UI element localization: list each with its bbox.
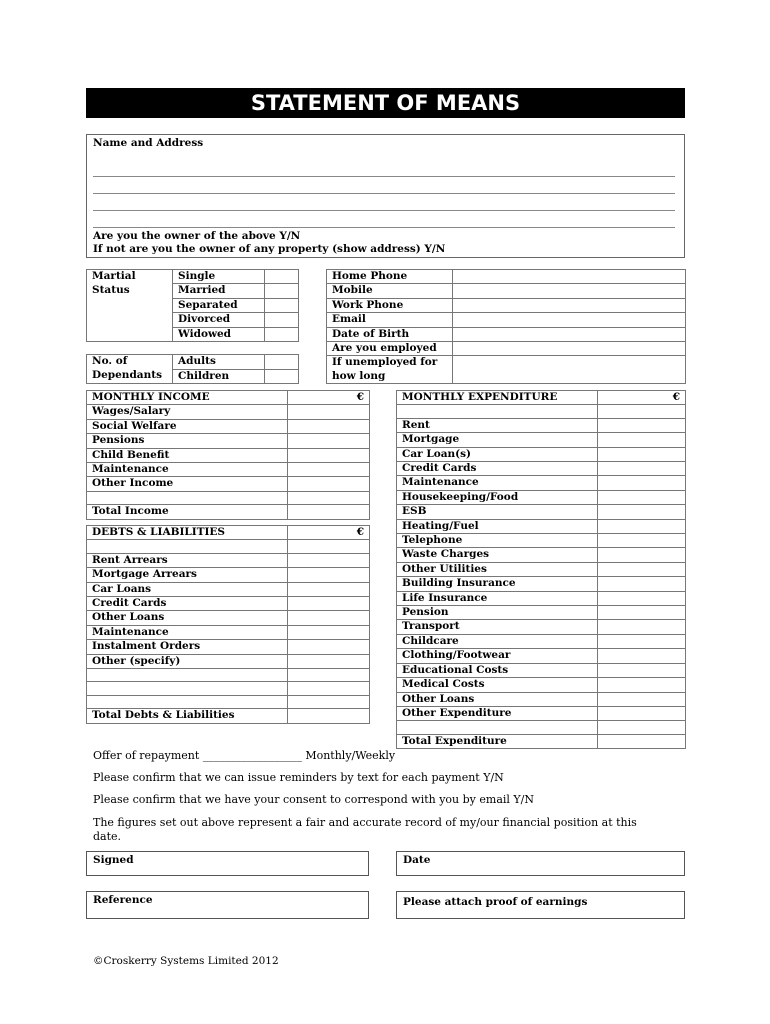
marital-label-2: Status [87,284,173,298]
expense-amount[interactable] [598,620,686,634]
marital-label: Martial [87,270,173,284]
contact-table [326,269,686,384]
expense-label: Heating/Fuel [397,519,598,533]
income-label: Wages/Salary [87,405,288,419]
property-question: If not are you the owner of any property (show address) Y/N [93,243,446,255]
expense-label: Housekeeping/Food [397,490,598,504]
contact-label: Home Phone [327,270,453,284]
contact-label: Are you employed [327,342,453,356]
expense-amount[interactable] [598,418,686,432]
income-label: Social Welfare [87,419,288,433]
contact-label: Date of Birth [327,327,453,341]
debt-amount[interactable] [288,625,370,639]
expense-label: Maintenance [397,476,598,490]
expense-label: Childcare [397,634,598,648]
expense-label: Clothing/Footwear [397,649,598,663]
expense-label: Educational Costs [397,663,598,677]
name-address-label: Name and Address [93,137,204,149]
expense-amount[interactable] [598,490,686,504]
marital-check[interactable] [265,327,299,341]
contact-value[interactable] [453,342,686,356]
debt-amount[interactable] [288,611,370,625]
proof-box [396,891,685,919]
date-label: Date [403,854,431,866]
reference-label: Reference [93,894,153,906]
income-table [86,390,370,520]
contact-value[interactable] [453,370,686,384]
expense-amount[interactable] [598,606,686,620]
expense-label: Other Utilities [397,562,598,576]
expense-label: Transport [397,620,598,634]
contact-value[interactable] [453,313,686,327]
page-title: STATEMENT OF MEANS [86,88,685,118]
contact-label: If unemployed for [327,356,453,370]
income-amount[interactable] [288,477,370,491]
marital-option: Separated [173,298,265,312]
confirm-text-line: Please confirm that we can issue reminders by text for each payment Y/N [93,771,504,784]
debt-amount[interactable] [288,654,370,668]
expense-label: Life Insurance [397,591,598,605]
dependant-type: Children [173,369,265,383]
expense-label: Medical Costs [397,678,598,692]
marital-check[interactable] [265,284,299,298]
expense-label: ESB [397,505,598,519]
expense-label: Telephone [397,534,598,548]
date-field[interactable] [396,851,685,876]
figures-line-1: The figures set out above represent a fair and accurate record of my/our financial position at this [93,816,637,829]
debt-label: Other Loans [87,611,288,625]
expense-amount[interactable] [598,447,686,461]
expense-amount[interactable] [598,476,686,490]
dependant-count[interactable] [265,369,299,383]
contact-value[interactable] [453,284,686,298]
income-label: Child Benefit [87,448,288,462]
debt-amount[interactable] [288,682,370,695]
contact-value[interactable] [453,356,686,370]
reference-field[interactable] [86,891,369,919]
address-line-4[interactable] [93,227,675,228]
expenditure-header: MONTHLY EXPENDITURE [397,391,598,405]
debt-label [87,682,288,695]
expense-label: Mortgage [397,433,598,447]
contact-label: how long [327,370,453,384]
expense-amount[interactable] [598,721,686,734]
income-label: Pensions [87,434,288,448]
income-amount[interactable] [288,405,370,419]
expense-amount[interactable] [598,534,686,548]
dependant-type: Adults [173,355,265,369]
expense-label [397,405,598,418]
contact-value[interactable] [453,298,686,312]
debt-label: Rent Arrears [87,553,288,567]
expense-amount[interactable] [598,519,686,533]
debt-amount[interactable] [288,582,370,596]
income-label: Other Income [87,477,288,491]
debt-label: Maintenance [87,625,288,639]
expenditure-table [396,390,686,749]
marital-option: Single [173,270,265,284]
contact-value[interactable] [453,270,686,284]
income-label [87,491,288,504]
contact-label: Work Phone [327,298,453,312]
address-line-3[interactable] [93,210,675,211]
debt-amount[interactable] [288,553,370,567]
expense-label: Building Insurance [397,577,598,591]
dependants-label-2: Dependants [87,369,173,383]
expense-amount[interactable] [598,692,686,706]
expense-label [397,721,598,734]
offer-prefix: Offer of repayment [93,749,200,762]
debt-label: Instalment Orders [87,640,288,654]
debts-table [86,525,370,724]
expense-label: Other Loans [397,692,598,706]
debt-amount[interactable] [288,640,370,654]
expense-label: Car Loan(s) [397,447,598,461]
contact-label: Email [327,313,453,327]
debts-header: DEBTS & LIABILITIES [87,526,288,540]
debt-label: Mortgage Arrears [87,568,288,582]
debt-amount[interactable] [288,540,370,553]
contact-value[interactable] [453,327,686,341]
debt-label: Credit Cards [87,597,288,611]
income-header: MONTHLY INCOME [87,391,288,405]
address-line-1[interactable] [93,176,675,177]
expense-label: Other Expenditure [397,706,598,720]
debt-label: Other (specify) [87,654,288,668]
expense-amount[interactable] [598,433,686,447]
debt-total-label: Total Debts & Liabilities [87,709,288,723]
debt-label [87,669,288,682]
figures-line-2: date. [93,830,122,843]
income-total-amount[interactable] [288,505,370,519]
marital-option: Married [173,284,265,298]
expense-amount[interactable] [598,462,686,476]
expense-amount[interactable] [598,678,686,692]
confirm-email-line: Please confirm that we have your consent to correspond with you by email Y/N [93,793,535,806]
income-amount[interactable] [288,463,370,477]
income-amount[interactable] [288,434,370,448]
offer-amount-field[interactable]: __________________ [202,749,302,762]
expense-amount[interactable] [598,562,686,576]
expense-label: Pension [397,606,598,620]
owner-question: Are you the owner of the above Y/N [93,230,301,242]
expense-label: Credit Cards [397,462,598,476]
debt-label: Car Loans [87,582,288,596]
expense-amount[interactable] [598,706,686,720]
expense-amount[interactable] [598,577,686,591]
debt-amount[interactable] [288,669,370,682]
marital-check[interactable] [265,270,299,284]
currency-symbol: € [288,526,370,540]
contact-label: Mobile [327,284,453,298]
debt-amount[interactable] [288,568,370,582]
marital-option: Widowed [173,327,265,341]
expense-amount[interactable] [598,649,686,663]
footer-copyright: ©Croskerry Systems Limited 2012 [93,955,279,967]
income-amount[interactable] [288,419,370,433]
currency-symbol: € [598,391,686,405]
expense-amount[interactable] [598,591,686,605]
debt-amount[interactable] [288,695,370,708]
marital-check[interactable] [265,298,299,312]
offer-line [93,749,395,762]
offer-suffix: Monthly/Weekly [305,749,396,762]
expense-label: Waste Charges [397,548,598,562]
marital-check[interactable] [265,313,299,327]
debt-total-amount[interactable] [288,709,370,723]
signed-label: Signed [93,854,134,866]
currency-symbol: € [288,391,370,405]
expense-label: Rent [397,418,598,432]
expense-amount[interactable] [598,663,686,677]
marital-option: Divorced [173,313,265,327]
proof-label: Please attach proof of earnings [403,896,588,908]
address-line-2[interactable] [93,193,675,194]
income-label: Maintenance [87,463,288,477]
expense-amount[interactable] [598,505,686,519]
signed-field[interactable] [86,851,369,876]
income-amount[interactable] [288,491,370,504]
debt-label [87,540,288,553]
income-amount[interactable] [288,448,370,462]
expense-amount[interactable] [598,548,686,562]
dependants-label: No. of [87,355,173,369]
dependant-count[interactable] [265,355,299,369]
expense-amount[interactable] [598,634,686,648]
marital-status-table [86,269,299,384]
expense-amount[interactable] [598,405,686,418]
income-total-label: Total Income [87,505,288,519]
expense-total-label: Total Expenditure [397,734,598,748]
debt-label [87,695,288,708]
debt-amount[interactable] [288,597,370,611]
expense-total-amount[interactable] [598,734,686,748]
